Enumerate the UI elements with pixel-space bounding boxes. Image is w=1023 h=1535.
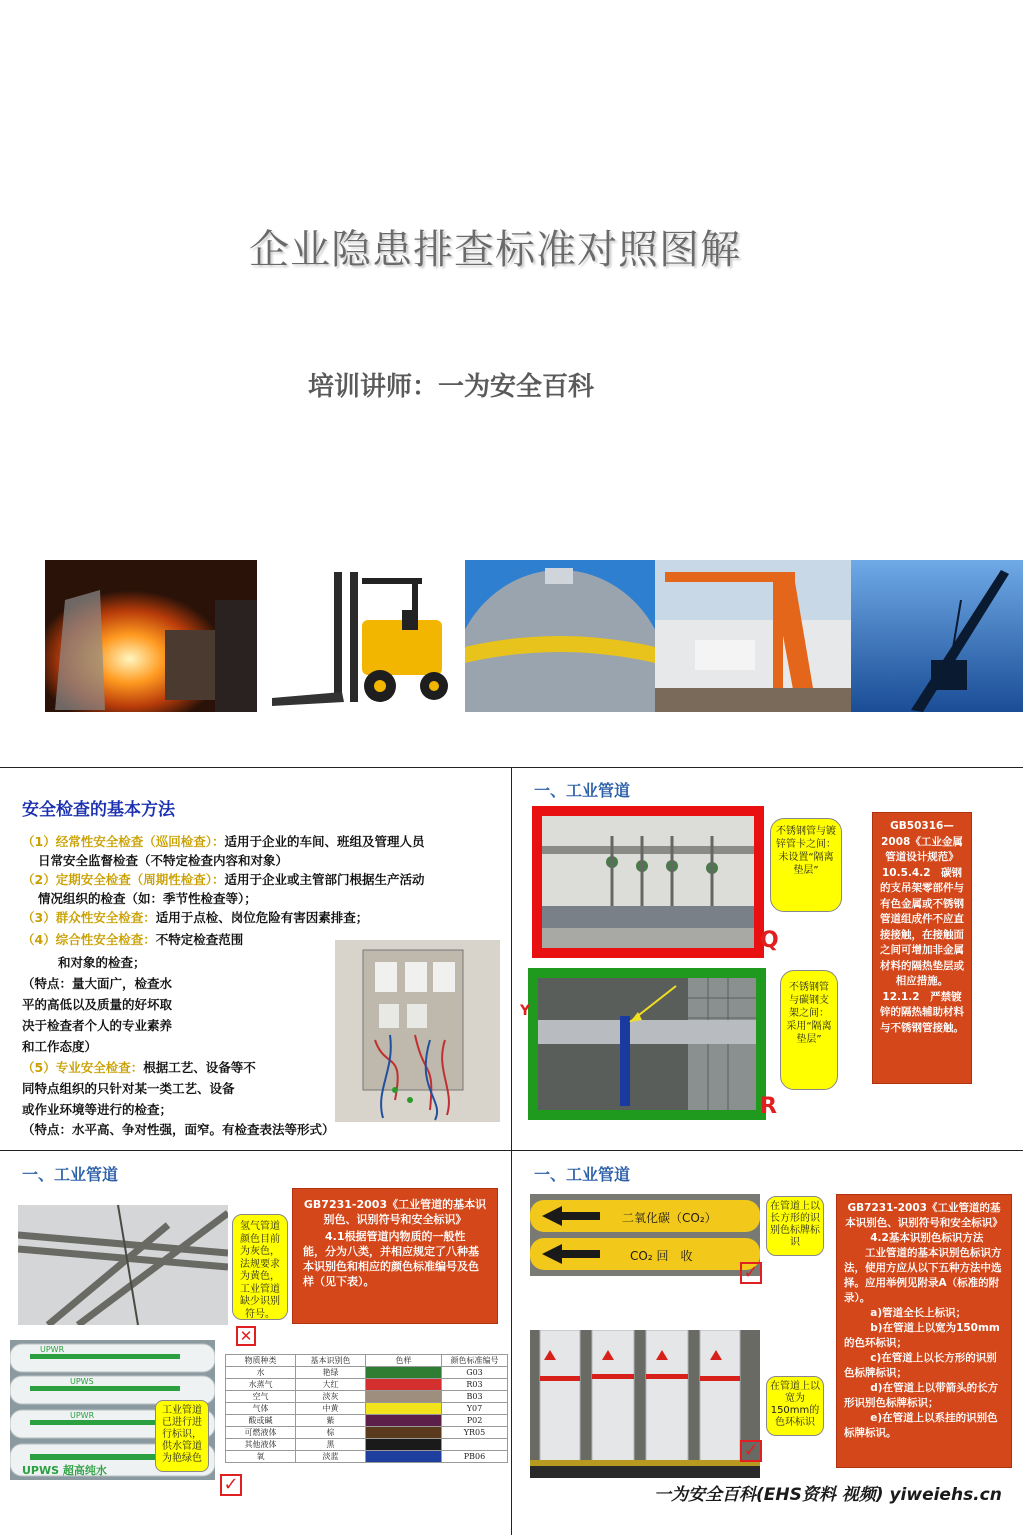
check-mark-icon: ✓: [740, 1262, 762, 1284]
note-color-ring: 在管道上以宽为150mm的色环标识: [766, 1376, 824, 1436]
cell-code: G03: [442, 1367, 508, 1379]
cell-swatch: [366, 1379, 442, 1391]
method-text: 情况组织的检查（如：季节性检查等）；: [38, 891, 257, 906]
pipe-label: UPWR: [40, 1345, 65, 1354]
pipe-clamp-photo-frame-q: [532, 806, 764, 958]
standard-line: c)在管道上以长方形的识别色标牌标识；: [844, 1352, 997, 1379]
cell-code: [442, 1439, 508, 1451]
method-text: 根据工艺、设备等不: [143, 1060, 256, 1075]
cell-kind: 气体: [226, 1403, 296, 1415]
method-text: 或作业环境等进行的检查；: [22, 1102, 173, 1117]
slide-title: 企业隐患排查标准对照图解: [249, 227, 741, 273]
standard-line: 工业管道的基本识别色标识方法，使用方应从以下五种方法中选择。应用举例见附录A（标准的附录）。: [844, 1247, 1002, 1304]
standard-gb50316: GB50316—2008《工业金属管道设计规范》10.5.4.2 碳钢的支吊架零部件与有色金属或不锈钢管道组成件不应直接接触，在接触面之间可增加非金属材料的隔热垫层或相应措施。12.1.2 严禁镀锌的隔热辅助材料与不锈钢管接触。: [872, 812, 972, 1084]
method-line: [22, 908, 368, 926]
grid-divider: [511, 767, 512, 1535]
method-text: 决于检查者个人的专业素养: [22, 1018, 173, 1033]
note-water-pipe: 工业管道已进行进行标识，供水管道为艳绿色: [155, 1400, 209, 1472]
cell-kind: 水蒸气: [226, 1379, 296, 1391]
method-line: [22, 1079, 235, 1097]
spherical-tank-photo: [465, 560, 655, 712]
method-text: 适用于企业或主管部门根据生产活动: [224, 872, 425, 887]
co2-pipe-photo: [530, 1194, 760, 1276]
table-row: [226, 1379, 508, 1391]
cell-color-name: 棕: [296, 1427, 366, 1439]
table-row: [226, 1415, 508, 1427]
steel-pipe-valves-photo: [542, 816, 754, 948]
gantry-crane-photo: [655, 560, 851, 712]
method-line: [22, 930, 243, 948]
method-label: （5）专业安全检查：: [22, 1060, 144, 1075]
cell-code: B03: [442, 1391, 508, 1403]
table-header: 基本识别色: [296, 1355, 366, 1367]
table-row: [226, 1427, 508, 1439]
pipe-label: UPWS 超高纯水: [22, 1464, 107, 1477]
method-line: [22, 832, 424, 850]
cell-kind: 氧: [226, 1451, 296, 1463]
standard-gb7231-4-1: [292, 1188, 498, 1324]
method-line: [22, 1100, 172, 1118]
table-row: [226, 1391, 508, 1403]
method-text: 适用于点检、岗位危险有害因素排查；: [155, 910, 369, 925]
check-mark-icon: ✓: [220, 1474, 242, 1496]
cell-kind: 空气: [226, 1391, 296, 1403]
cell-kind: 可燃液体: [226, 1427, 296, 1439]
mark-r: R: [760, 1094, 777, 1119]
cell-kind: 酸或碱: [226, 1415, 296, 1427]
mark-q: Q: [760, 928, 779, 953]
forklift-photo: [262, 560, 462, 712]
section-title: 一、工业管道: [534, 781, 631, 800]
cell-code: PB06: [442, 1451, 508, 1463]
slide-subtitle: 培训讲师：一为安全百科: [308, 372, 595, 402]
hydrogen-pipe-photo: [18, 1205, 228, 1325]
method-line: [22, 1037, 97, 1055]
cell-color-name: 大红: [296, 1379, 366, 1391]
method-text: 适用于企业的车间、班组及管理人员: [224, 834, 425, 849]
method-line: [38, 851, 288, 869]
pipe-color-table: [225, 1354, 508, 1463]
color-ring-pipes-photo: [530, 1330, 760, 1478]
method-line: [58, 953, 146, 971]
cell-swatch: [366, 1451, 442, 1463]
cell-swatch: [366, 1391, 442, 1403]
method-label: （1）经常性安全检查（巡回检查）：: [22, 834, 225, 849]
table-header: 物质种类: [226, 1355, 296, 1367]
cell-swatch: [366, 1415, 442, 1427]
note-isolation-layer: 不锈钢管与碳钢支架之间：采用“隔离垫层”: [780, 970, 838, 1090]
title-slide: [0, 0, 1023, 765]
cell-code: YR05: [442, 1427, 508, 1439]
method-text: 平的高低以及质量的好坏取: [22, 997, 173, 1012]
cell-color-name: 淡蓝: [296, 1451, 366, 1463]
electrical-panel-photo: [335, 940, 500, 1122]
method-text: 和对象的检查；: [58, 955, 146, 970]
cell-color-name: 淡灰: [296, 1391, 366, 1403]
method-line: [22, 1016, 172, 1034]
cell-kind: 其他液体: [226, 1439, 296, 1451]
cell-code: R03: [442, 1379, 508, 1391]
method-label: （3）群众性安全检查：: [22, 910, 156, 925]
standard-line: b)在管道上以宽为150mm的色环标识；: [844, 1322, 1000, 1349]
cell-swatch: [366, 1439, 442, 1451]
standard-line: d)在管道上以带箭头的长方形识别色标牌标识；: [844, 1382, 999, 1409]
cross-mark-icon: ✕: [236, 1326, 256, 1346]
method-line: [22, 870, 424, 888]
method-line: [22, 1058, 256, 1076]
cell-color-name: 黑: [296, 1439, 366, 1451]
footer-watermark: 一为安全百科(EHS资料 视频) yiweiehs.cn: [654, 1485, 1002, 1505]
note-rectangle-label: 在管道上以长方形的识别色标牌标识: [766, 1196, 824, 1256]
mark-y: Y: [520, 1003, 531, 1019]
standard-line: 4.2基本识别色标识方法: [870, 1232, 984, 1244]
standard-body: 4.1根据管道内物质的一般性能，分为八类，并相应规定了八种基本识别色和相应的颜色标准编号及色样（见下表）。: [303, 1230, 479, 1288]
pipe-label: UPWS: [70, 1377, 94, 1386]
method-label: （2）定期安全检查（周期性检查）：: [22, 872, 225, 887]
slide-heading: 安全检查的基本方法: [22, 800, 175, 820]
cell-swatch: [366, 1403, 442, 1415]
note-hydrogen-pipe: 氢气管道颜色目前为灰色，法规要求为黄色，工业管道缺少识别符号。: [232, 1214, 288, 1320]
standard-title: GB7231-2003《工业管道的基本识别色、识别符号和安全标识》: [303, 1198, 487, 1226]
table-row: [226, 1367, 508, 1379]
table-row: [226, 1439, 508, 1451]
standard-line: a)管道全长上标识；: [870, 1307, 967, 1319]
method-line: [38, 889, 257, 907]
method-line: [22, 1120, 335, 1138]
section-title: 一、工业管道: [534, 1165, 631, 1184]
table-header: 色样: [366, 1355, 442, 1367]
method-text: 和工作态度）: [22, 1039, 98, 1054]
steel-pipe-support-photo: [538, 978, 756, 1110]
crane-silhouette-photo: [851, 560, 1023, 712]
method-label: （4）综合性安全检查：: [22, 932, 156, 947]
cell-code: P02: [442, 1415, 508, 1427]
cell-code: Y07: [442, 1403, 508, 1415]
pipe-text: 二氧化碳（CO₂）: [622, 1211, 717, 1225]
section-title: 一、工业管道: [22, 1165, 119, 1184]
pipe-text: CO₂ 回 收: [630, 1249, 693, 1263]
cell-color-name: 艳绿: [296, 1367, 366, 1379]
cell-swatch: [366, 1427, 442, 1439]
cell-color-name: 紫: [296, 1415, 366, 1427]
table-header: 颜色标准编号: [442, 1355, 508, 1367]
method-text: 日常安全监督检查（不特定检查内容和对象）: [38, 853, 289, 868]
standard-line: e)在管道上以系挂的识别色标牌标识。: [844, 1412, 998, 1439]
check-mark-icon: ✓: [740, 1440, 762, 1462]
method-text: （特点：量大面广，检查水: [22, 976, 173, 991]
method-line: [22, 995, 172, 1013]
standard-gb7231-4-2: [836, 1194, 1012, 1468]
standard-lines: [844, 1231, 1004, 1441]
method-text: 同特点组织的只针对某一类工艺、设备: [22, 1081, 235, 1096]
pipe-support-photo-frame-r: [528, 968, 766, 1120]
steel-furnace-photo: [45, 560, 257, 712]
pipe-label: UPWR: [70, 1411, 95, 1420]
cell-swatch: [366, 1367, 442, 1379]
table-row: [226, 1451, 508, 1463]
method-line: [22, 974, 172, 992]
standard-title: GB7231-2003《工业管道的基本识别色、识别符号和安全标识》: [845, 1202, 1003, 1229]
note-no-isolation-layer: 不锈钢管与镀锌管卡之间：未设置“隔离垫层”: [770, 818, 842, 912]
method-text: （特点：水平高、争对性强，面窄。有检查表法等形式）: [22, 1122, 335, 1137]
table-row: [226, 1403, 508, 1415]
cell-kind: 水: [226, 1367, 296, 1379]
cell-color-name: 中黄: [296, 1403, 366, 1415]
method-text: 不特定检查范围: [155, 932, 244, 947]
